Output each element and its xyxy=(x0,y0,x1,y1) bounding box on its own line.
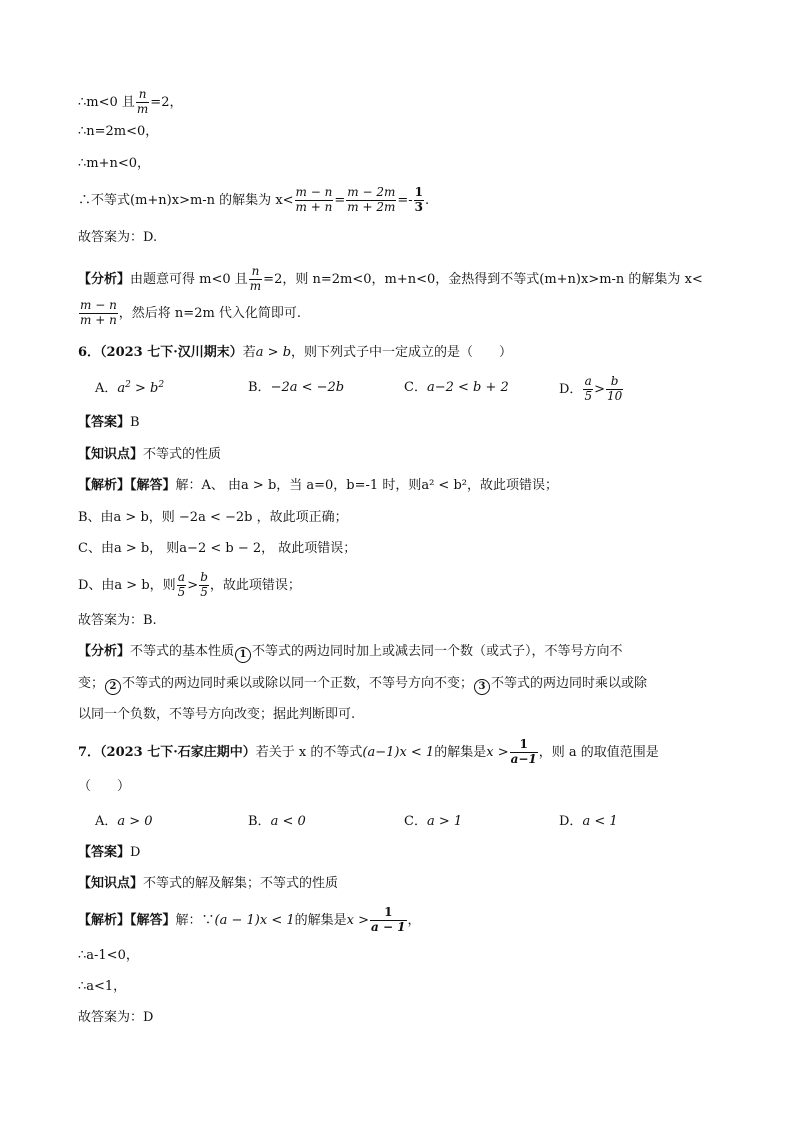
circled-number-2: 2 xyxy=(105,679,121,695)
q7-answer: 【答案】D xyxy=(78,845,141,860)
q6-final-answer: 故答案为：B. xyxy=(78,613,157,628)
q5-step-2: ∴n=2m<0， xyxy=(78,124,159,139)
q6-solution-d: D、由a > b，则 $\frac{a}{5}$ > $\frac{b}{5}$ ，故此项错误； xyxy=(78,570,301,599)
q6-analysis-line-3: 以同一个负数，不等号方向改变；据此判断即可. xyxy=(78,707,356,722)
q6-solution-c: C、由a > b， 则a−2 < b − 2， 故此项错误； xyxy=(78,541,357,556)
q7-option-a[interactable]: A．a > 0 xyxy=(95,814,153,829)
q7-solution-line-2: ∴a-1<0， xyxy=(78,948,139,963)
q7-knowledge-point: 【知识点】不等式的解及解集；不等式的性质 xyxy=(78,876,339,891)
q7-answer-paren: （ ） xyxy=(78,779,131,794)
q5-step-4: ∴不等式(m+n)x>m-n 的解集为 x< $\frac{m - n}{m + n}$ = $\frac{m - 2m}{m + 2m}$ =- $\frac{1}{3}$ . xyxy=(78,185,430,214)
q7-option-c[interactable]: C．a > 1 xyxy=(404,814,463,829)
circled-number-3: 3 xyxy=(474,679,490,695)
solution-tag: 【解析】【解答】 xyxy=(78,478,176,493)
fraction-m-minus-n: $\frac{m - n}{m + n}$ xyxy=(295,185,333,214)
q7-solution-line-1: 【解析】【解答】解：∵(a − 1)x < 1的解集是x > $\frac{1}{a - 1}$ ， xyxy=(78,905,421,934)
solution-tag: 【解析】【解答】 xyxy=(78,912,176,928)
q6-option-a[interactable]: A．$a^2 > b^2$ xyxy=(95,380,165,396)
q6-option-b[interactable]: B．−2a < −2b xyxy=(248,380,345,395)
question-number: 7． xyxy=(78,744,101,760)
q5-answer: 故答案为：D. xyxy=(78,230,158,245)
circled-number-1: 1 xyxy=(235,647,251,663)
q7-final-answer: 故答案为：D xyxy=(78,1010,154,1025)
fraction-one-third: $\frac{1}{3}$ xyxy=(414,185,423,214)
q7-option-b[interactable]: B．a < 0 xyxy=(248,814,306,829)
q7-solution-line-3: ∴a<1， xyxy=(78,979,127,994)
q6-analysis-line-2: 变； 2 不等式的两边同时乘以或除以同一个正数，不等号方向不变； 3 不等式的两边同时乘以或除 xyxy=(78,677,647,695)
q5-step-1: ∴m<0 且 $\frac{n}{m}$ =2， xyxy=(78,87,183,116)
answer-tag: 【答案】 xyxy=(78,415,131,430)
q5-step-1-text: ∴m<0 且 xyxy=(78,94,135,110)
q7-stem: 7．（2023 七下·石家庄期中）若关于 x 的不等式(a−1)x < 1的解集是x > $\frac{1}{a-1}$ ，则 a 的取值范围是 xyxy=(78,737,659,766)
q6-solution-b: B、由a > b，则 −2a < −2b ，故此项正确； xyxy=(78,510,348,525)
knowledge-tag: 【知识点】 xyxy=(78,447,144,462)
q6-answer: 【答案】B xyxy=(78,415,140,430)
q5-step-3: ∴m+n<0， xyxy=(78,156,151,171)
q6-stem: 6．（2023 七下·汉川期末）若a > b，则下列式子中一定成立的是（ ） xyxy=(78,345,513,360)
q5-analysis-line-2: $\frac{m - n}{m + n}$ ，然后将 n=2m 代入化简即可. xyxy=(80,298,302,327)
fraction-m-minus-n: $\frac{m - n}{m + n}$ xyxy=(80,298,117,327)
q6-solution-a: 【解析】【解答】解：A、 由a > b，当 a=0，b=-1 时，则a² < b²，故此项错误； xyxy=(78,478,558,493)
question-number: 6． xyxy=(78,345,101,360)
q6-option-d[interactable]: D． $\frac{a}{5}$ > $\frac{b}{10}$ xyxy=(559,374,623,403)
answer-tag: 【答案】 xyxy=(78,845,131,860)
analysis-tag: 【分析】 xyxy=(78,644,131,659)
knowledge-tag: 【知识点】 xyxy=(78,876,144,891)
fraction-m-minus-2m: $\frac{m - 2m}{m + 2m}$ xyxy=(347,185,396,214)
question-source: （2023 七下·汉川期末） xyxy=(100,345,243,360)
q6-analysis-line-1: 【分析】不等式的基本性质 1 不等式的两边同时加上或减去同一个数（或式子），不等号方向不 xyxy=(78,645,623,663)
fraction-n-over-m: $\frac{n}{m}$ xyxy=(249,264,262,293)
q5-analysis-line-1: 【分析】由题意可得 m<0 且 $\frac{n}{m}$ =2，则 n=2m<0，m+n<0，金热得到不等式(m+n)x>m-n 的解集为 x< xyxy=(78,264,703,293)
q6-knowledge-point: 【知识点】不等式的性质 xyxy=(78,447,222,462)
analysis-tag: 【分析】 xyxy=(78,271,131,287)
q6-option-c[interactable]: C．a−2 < b + 2 xyxy=(404,380,509,395)
fraction-n-over-m: $\frac{n}{m}$ xyxy=(136,87,149,116)
question-source: （2023 七下·石家庄期中） xyxy=(100,744,256,760)
q7-option-d[interactable]: D．a < 1 xyxy=(559,814,618,829)
